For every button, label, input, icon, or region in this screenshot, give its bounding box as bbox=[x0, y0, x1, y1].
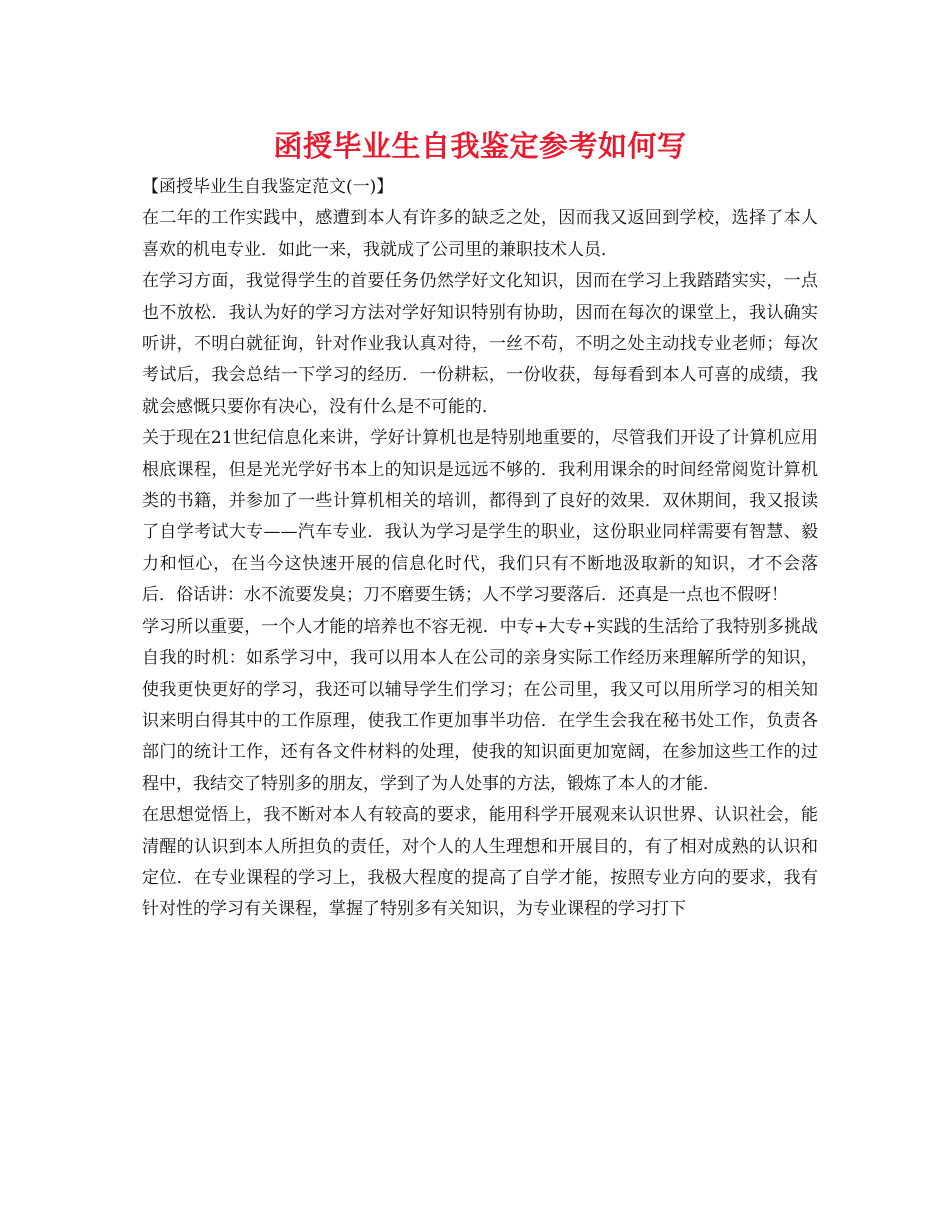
paragraph: 学习所以重要，一个人才能的培养也不容无视．中专+大专+实践的生活给了我特别多挑战自我的时机：如系学习中，我可以用本人在公司的亲身实际工作经历来理解所学的知识，使我更快更好的学习，我还可以辅导学生们学习；在公司里，我又可以用所学习的相关知识来明白得其中的工作原理，使我工作更加事半功倍．在学生会我在秘书处工作，负责各部门的统计工作，还有各文件材料的处理，使我的知识面更加宽阔，在参加这些工作的过程中，我结交了特别多的朋友，学到了为人处事的方法，锻炼了本人的才能． bbox=[142, 616, 818, 794]
document-subtitle: 【函授毕业生自我鉴定范文(一)】 bbox=[142, 177, 394, 197]
document-title: 函授毕业生自我鉴定参考如何写 bbox=[273, 129, 687, 163]
paragraph: 在二年的工作实践中，感遭到本人有许多的缺乏之处，因而我又返回到学校，选择了本人喜欢的机电专业．如此一来，我就成了公司里的兼职技术人员． bbox=[142, 208, 818, 260]
paragraph: 关于现在21世纪信息化来讲，学好计算机也是特别地重要的，尽管我们开设了计算机应用根底课程，但是光光学好书本上的知识是远远不够的．我利用课余的时间经常阅览计算机类的书籍，并参加了一些计算机相关的培训，都得到了良好的效果．双休期间，我又报读了自学考试大专——汽车专业．我认为学习是学生的职业，这份职业同样需要有智慧、毅力和恒心，在当今这快速开展的信息化时代，我们只有不断地汲取新的知识，才不会落后．俗话讲：水不流要发臭；刀不磨要生锈；人不学习要落后．还真是一点也不假呀！ bbox=[142, 428, 818, 606]
document-body bbox=[142, 203, 818, 925]
paragraph: 在思想觉悟上，我不断对本人有较高的要求，能用科学开展观来认识世界、认识社会，能清醒的认识到本人所担负的责任，对个人的人生理想和开展目的，有了相对成熟的认识和定位．在专业课程的学习上，我极大程度的提高了自学才能，按照专业方向的要求，我有针对性的学习有关课程，掌握了特别多有关知识，为专业课程的学习打下 bbox=[142, 805, 818, 920]
document-page bbox=[142, 120, 818, 926]
paragraph: 在学习方面，我觉得学生的首要任务仍然学好文化知识，因而在学习上我踏踏实实，一点也不放松．我认为好的学习方法对学好知识特别有协助，因而在每次的课堂上，我认确实听讲，不明白就征询，针对作业我认真对待，一丝不苟，不明之处主动找专业老师；每次考试后，我会总结一下学习的经历．一份耕耘，一份收获，每每看到本人可喜的成绩，我就会感慨只要你有决心，没有什么是不可能的． bbox=[142, 271, 818, 417]
